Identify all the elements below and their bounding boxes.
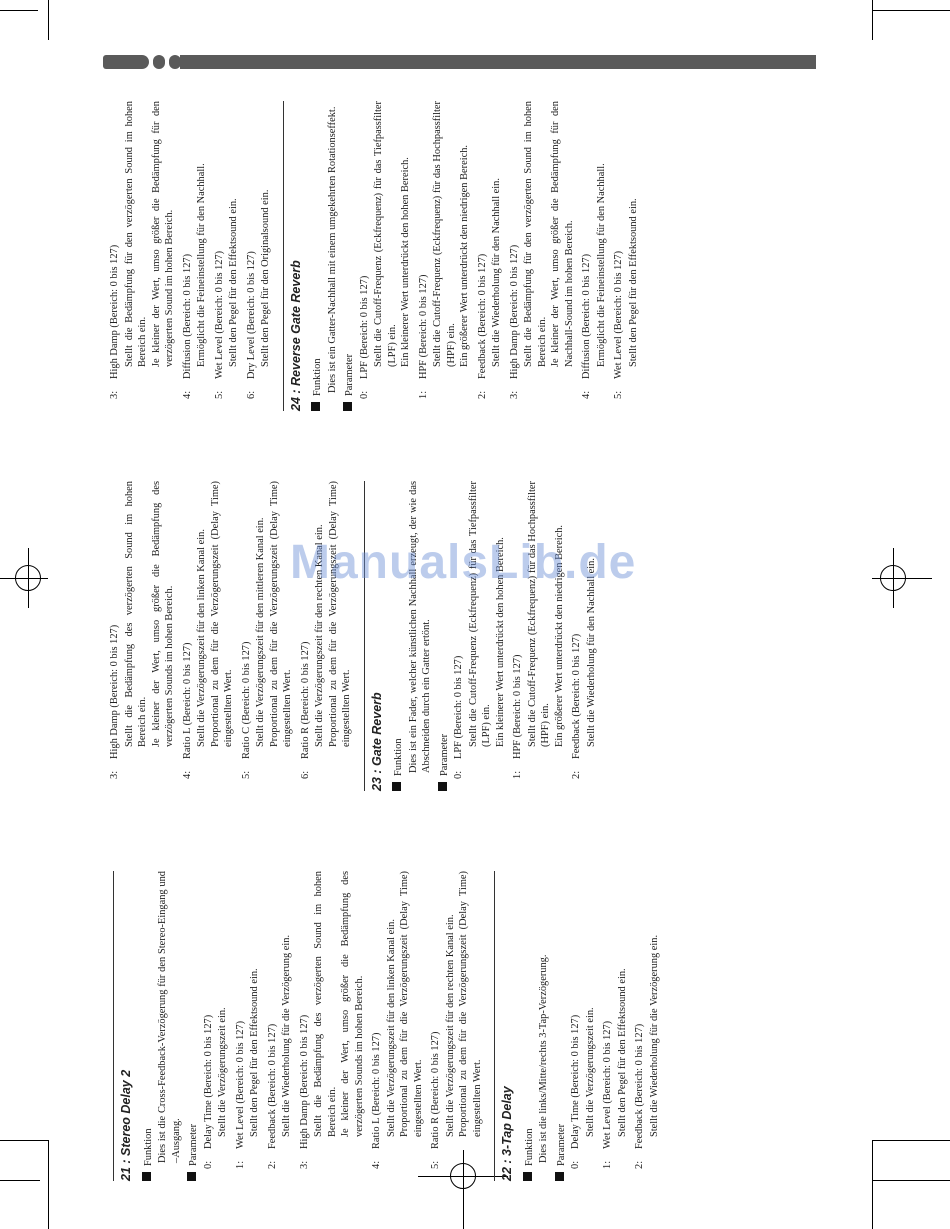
- parameter-spacer: [661, 871, 665, 1181]
- parameter-name: Feedback (Bereich: 0 bis 127): [634, 1023, 645, 1149]
- parameter-name: Wet Level (Bereich: 0 bis 127): [213, 250, 225, 379]
- parameter-description: Je kleiner der Wert, umso größer die Bedämpfung für den verzögerten Sound im hohen Bereich.: [150, 101, 175, 367]
- funktion-text: Dies ist ein Gatter-Nachhall mit einem umgekehrten Rotationseffekt.: [326, 106, 338, 393]
- parameter-item: [181, 481, 195, 791]
- parameter-item: [245, 101, 259, 411]
- square-bullet-icon: [343, 402, 352, 411]
- parameter-item: [234, 871, 248, 1181]
- parameter-number: 4:: [181, 770, 193, 779]
- parameter-item: [370, 871, 384, 1181]
- parameter-item: [508, 101, 522, 411]
- parameter-name: Feedback (Bereich: 0 bis 127): [476, 253, 488, 379]
- parameter-name: HPF (Bereich: 0 bis 127): [512, 654, 523, 759]
- parameter-description: Stellt die Verzögerungszeit ein.: [584, 1007, 596, 1137]
- parameter-item: [108, 481, 122, 791]
- parameter-spacer: [640, 101, 644, 411]
- parameter-number: 3:: [298, 1160, 310, 1169]
- parameter-description: Stellt die Cutoff-Frequenz (Eckfrequenz) für das Tiefpassfilter (LPF) ein.: [467, 481, 492, 747]
- parameter-number: 1:: [234, 1160, 246, 1169]
- parameter-item: [202, 871, 216, 1181]
- parameter-name: Feedback (Bereich: 0 bis 127): [266, 1023, 278, 1149]
- square-bullet-icon: [142, 1172, 151, 1181]
- parameter-number: 1:: [602, 1160, 613, 1169]
- parameter-number: 5:: [430, 1160, 441, 1169]
- parameter-name: Dry Level (Bereich: 0 bis 127): [245, 251, 257, 379]
- parameter-item: [569, 871, 583, 1181]
- parameter-description: Stellt die Verzögerungszeit für den linken Kanal ein.: [196, 529, 207, 747]
- parameter-item: [452, 481, 466, 791]
- parameter-number: 2:: [634, 1160, 645, 1169]
- parameter-description: Proportional zu dem für die Verzögerungszeit (Delay Time) eingestellten Wert.: [268, 481, 293, 747]
- parameter-number: 3:: [109, 390, 120, 399]
- parameter-number: 5:: [613, 390, 624, 399]
- parameter-number: 2:: [571, 770, 582, 779]
- parameter-description: Ein kleinerer Wert unterdrückt den hohen Bereich.: [494, 537, 506, 747]
- parameter-item: [570, 481, 584, 791]
- parameter-item: [476, 101, 490, 411]
- parameter-item: [299, 481, 313, 791]
- parameter-description: Stellt den Pegel für den Effektsound ein.: [249, 968, 260, 1137]
- section: [108, 101, 277, 411]
- watermark: ManualsLib.de: [290, 536, 637, 589]
- parameter-item: [511, 481, 525, 791]
- funktion-label: Funktion: [142, 1128, 154, 1166]
- parameter-description: Stellt die Verzögerungszeit für den mittleren Kanal ein.: [255, 517, 266, 747]
- parameter-name: Ratio C (Bereich: 0 bis 127): [240, 641, 252, 759]
- parameter-name: Ratio L (Bereich: 0 bis 127): [371, 1032, 382, 1149]
- parameter-heading: [438, 481, 452, 791]
- parameter-spacer: [484, 871, 488, 1181]
- parameter-description: Proportional zu dem für die Verzögerungszeit (Delay Time) eingestellten Wert.: [399, 871, 424, 1137]
- section-rule: [113, 871, 114, 1181]
- parameter-description: Stellt die Verzögerungszeit für den rechten Kanal ein.: [314, 524, 325, 747]
- parameter-description: Stellt den Pegel für den Originalsound ein.: [260, 189, 271, 367]
- parameter-name: LPF (Bereich: 0 bis 127): [453, 655, 464, 759]
- parameter-description: Je kleiner der Wert, umso größer die Bedämpfung des verzögerten Sounds im hohen Bereich.: [150, 481, 175, 747]
- parameter-description: Stellt die Wiederholung für die Verzögerung ein.: [648, 934, 660, 1137]
- parameter-description: Stellt die Bedämpfung für den verzögerten Sound im hohen Bereich ein.: [523, 101, 548, 367]
- parameter-number: 5:: [240, 770, 252, 779]
- parameter-name: Ratio R (Bereich: 0 bis 127): [430, 1031, 441, 1149]
- square-bullet-icon: [187, 1172, 196, 1181]
- parameter-item: [417, 101, 431, 411]
- funktion-heading: [142, 871, 156, 1181]
- parameter-description: Stellt die Bedämpfung des verzögerten Sound im hohen Bereich ein.: [313, 871, 338, 1137]
- section: [364, 481, 603, 791]
- parameter-description: Stellt die Cutoff-Frequenz (Eckfrequenz) für das Tiefpassfilter (LPF) ein.: [373, 101, 398, 367]
- parameter-name: Ratio R (Bereich: 0 bis 127): [299, 641, 311, 759]
- parameter-number: 2:: [476, 390, 488, 399]
- parameter-label: Parameter: [438, 733, 450, 776]
- square-bullet-icon: [311, 402, 320, 411]
- column-1: [113, 871, 671, 1181]
- parameter-description: Stellt die Wiederholung für die Verzögerung ein.: [281, 934, 292, 1137]
- parameter-number: 1:: [512, 770, 523, 779]
- parameter-item: [612, 101, 626, 411]
- parameter-description: Stellt die Wiederholung für den Nachhall ein.: [585, 558, 597, 747]
- parameter-description: Stellt die Verzögerungszeit für den linken Kanal ein.: [385, 919, 397, 1137]
- parameter-description: Stellt die Verzögerungszeit für den rechten Kanal ein.: [444, 914, 456, 1137]
- parameter-description: Stellt die Verzögerungszeit ein.: [217, 1007, 228, 1137]
- funktion-label: Funktion: [523, 1128, 535, 1166]
- parameter-number: 0:: [453, 770, 464, 779]
- funktion-label: Funktion: [312, 358, 323, 396]
- section: [283, 101, 645, 411]
- parameter-name: Feedback (Bereich: 0 bis 127): [571, 633, 582, 759]
- parameter-description: Je kleiner der Wert, umso größer die Bedämpfung des verzögerten Sounds im hohen Bereich.: [340, 871, 365, 1137]
- section-title: 22 : 3-Tap Delay: [500, 1086, 514, 1181]
- parameter-item: [240, 481, 254, 791]
- parameter-item: [580, 101, 594, 411]
- parameter-name: Diffusion (Bereich: 0 bis 127): [181, 253, 193, 379]
- section: [113, 871, 488, 1181]
- parameter-description: Ermöglicht die Feineinstellung für den Nachhall.: [196, 163, 207, 367]
- funktion-text: Dies ist ein Fader, welcher künstlichen Nachhall erzeugt, der wie das Abschneiden durch ein Gatter ertönt.: [407, 481, 432, 773]
- parameter-name: Wet Level (Bereich: 0 bis 127): [234, 1020, 246, 1149]
- parameter-description: Je kleiner der Wert, umso größer die Bedämpfung für den Nachhall-Sound im hohen Bereich.: [550, 101, 575, 367]
- parameter-description: Stellt die Cutoff-Frequenz (Eckfrequenz) für das Hochpassfilter (HPF) ein.: [432, 101, 457, 367]
- parameter-description: Stellt den Pegel für den Effektsound ein.: [228, 198, 239, 367]
- parameter-heading: [187, 871, 201, 1181]
- funktion-label: Funktion: [393, 738, 404, 776]
- parameter-description: Stellt die Bedämpfung für den verzögerten Sound im hohen Bereich ein.: [123, 101, 148, 367]
- section-rule: [364, 481, 365, 791]
- section-title: 24 : Reverse Gate Reverb: [288, 260, 303, 411]
- parameter-description: Proportional zu dem für die Verzögerungszeit (Delay Time) eingestellten Wert.: [458, 871, 483, 1137]
- funktion-heading: [311, 101, 325, 411]
- parameter-item: [429, 871, 443, 1181]
- parameter-heading: [343, 101, 357, 411]
- section: [108, 481, 358, 791]
- parameter-name: High Damp (Bereich: 0 bis 127): [508, 244, 520, 379]
- parameter-description: Proportional zu dem für die Verzögerungszeit (Delay Time) eingestellten Wert.: [327, 481, 352, 747]
- square-bullet-icon: [438, 782, 447, 791]
- parameter-item: [108, 101, 122, 411]
- parameter-item: [601, 871, 615, 1181]
- parameter-item: [298, 871, 312, 1181]
- section-rule: [283, 101, 284, 411]
- parameter-name: High Damp (Bereich: 0 bis 127): [109, 244, 120, 379]
- funktion-text: Dies ist die links/Mitte/rechts 3-Tap-Verzögerung.: [538, 954, 549, 1163]
- parameter-number: 4:: [181, 390, 193, 399]
- parameter-description: Stellt die Wiederholung für den Nachhall ein.: [491, 178, 502, 367]
- parameter-item: [181, 101, 195, 411]
- parameter-spacer: [598, 481, 602, 791]
- parameter-name: LPF (Bereich: 0 bis 127): [358, 275, 370, 379]
- parameter-number: 6:: [299, 770, 311, 779]
- column-3: [108, 101, 650, 411]
- parameter-name: Wet Level (Bereich: 0 bis 127): [602, 1020, 613, 1149]
- parameter-label: Parameter: [344, 353, 355, 396]
- parameter-description: Ermöglicht die Feineinstellung für den Nachhall.: [595, 163, 607, 367]
- parameter-spacer: [354, 481, 358, 791]
- parameter-number: 1:: [417, 390, 429, 399]
- parameter-spacer: [273, 101, 277, 411]
- funktion-heading: [523, 871, 537, 1181]
- parameter-number: 4:: [581, 390, 592, 399]
- parameter-number: 5:: [213, 390, 225, 399]
- parameter-label: Parameter: [188, 1123, 199, 1166]
- funktion-text: Dies ist die Cross-Feedback-Verzögerung für den Stereo-Eingang und –Ausgang.: [157, 871, 182, 1163]
- parameter-description: Proportional zu dem für die Verzögerungszeit (Delay Time) eingestellten Wert.: [209, 481, 234, 747]
- section-title: 21 : Stereo Delay 2: [119, 1069, 133, 1181]
- parameter-number: 0:: [202, 1160, 214, 1169]
- parameter-label: Parameter: [555, 1123, 567, 1166]
- parameter-description: Stellt den Pegel für den Effektsound ein.: [627, 198, 639, 367]
- square-bullet-icon: [392, 782, 401, 791]
- parameter-name: HPF (Bereich: 0 bis 127): [417, 274, 429, 379]
- parameter-item: [266, 871, 280, 1181]
- parameter-description: Ein größerer Wert unterdrückt den niedrigen Bereich.: [459, 145, 470, 367]
- parameter-number: 3:: [508, 390, 520, 399]
- parameter-name: Delay Time (Bereich: 0 bis 127): [570, 1014, 581, 1149]
- parameter-number: 4:: [371, 1160, 382, 1169]
- funktion-heading: [392, 481, 406, 791]
- parameter-name: Wet Level (Bereich: 0 bis 127): [613, 250, 624, 379]
- parameter-name: Diffusion (Bereich: 0 bis 127): [581, 253, 592, 379]
- parameter-item: [213, 101, 227, 411]
- parameter-name: High Damp (Bereich: 0 bis 127): [109, 624, 120, 759]
- section-title: 23 : Gate Reverb: [369, 692, 384, 791]
- square-bullet-icon: [555, 1172, 564, 1181]
- section-rule: [494, 871, 495, 1181]
- column-2: [108, 481, 608, 791]
- section: [494, 871, 665, 1181]
- parameter-item: [358, 101, 372, 411]
- parameter-name: Delay Time (Bereich: 0 bis 127): [202, 1014, 214, 1149]
- parameter-description: Stellt die Cutoff-Frequenz (Eckfrequenz) für das Hochpassfilter (HPF) ein.: [526, 481, 551, 747]
- parameter-name: High Damp (Bereich: 0 bis 127): [298, 1014, 310, 1149]
- parameter-number: 0:: [358, 390, 370, 399]
- parameter-number: 6:: [245, 390, 257, 399]
- parameter-number: 0:: [570, 1160, 581, 1169]
- parameter-description: Ein größerer Wert unterdrückt den niedrigen Bereich.: [553, 525, 565, 747]
- parameter-number: 3:: [109, 770, 120, 779]
- square-bullet-icon: [523, 1172, 532, 1181]
- parameter-description: Stellt die Bedämpfung des verzögerten Sound im hohen Bereich ein.: [123, 481, 148, 747]
- parameter-item: [633, 871, 647, 1181]
- parameter-description: Stellt den Pegel für den Effektsound ein.: [616, 968, 628, 1137]
- parameter-number: 2:: [266, 1160, 278, 1169]
- parameter-description: Ein kleinerer Wert unterdrückt den hohen Bereich.: [400, 157, 411, 367]
- parameter-heading: [555, 871, 569, 1181]
- parameter-name: Ratio L (Bereich: 0 bis 127): [181, 642, 193, 759]
